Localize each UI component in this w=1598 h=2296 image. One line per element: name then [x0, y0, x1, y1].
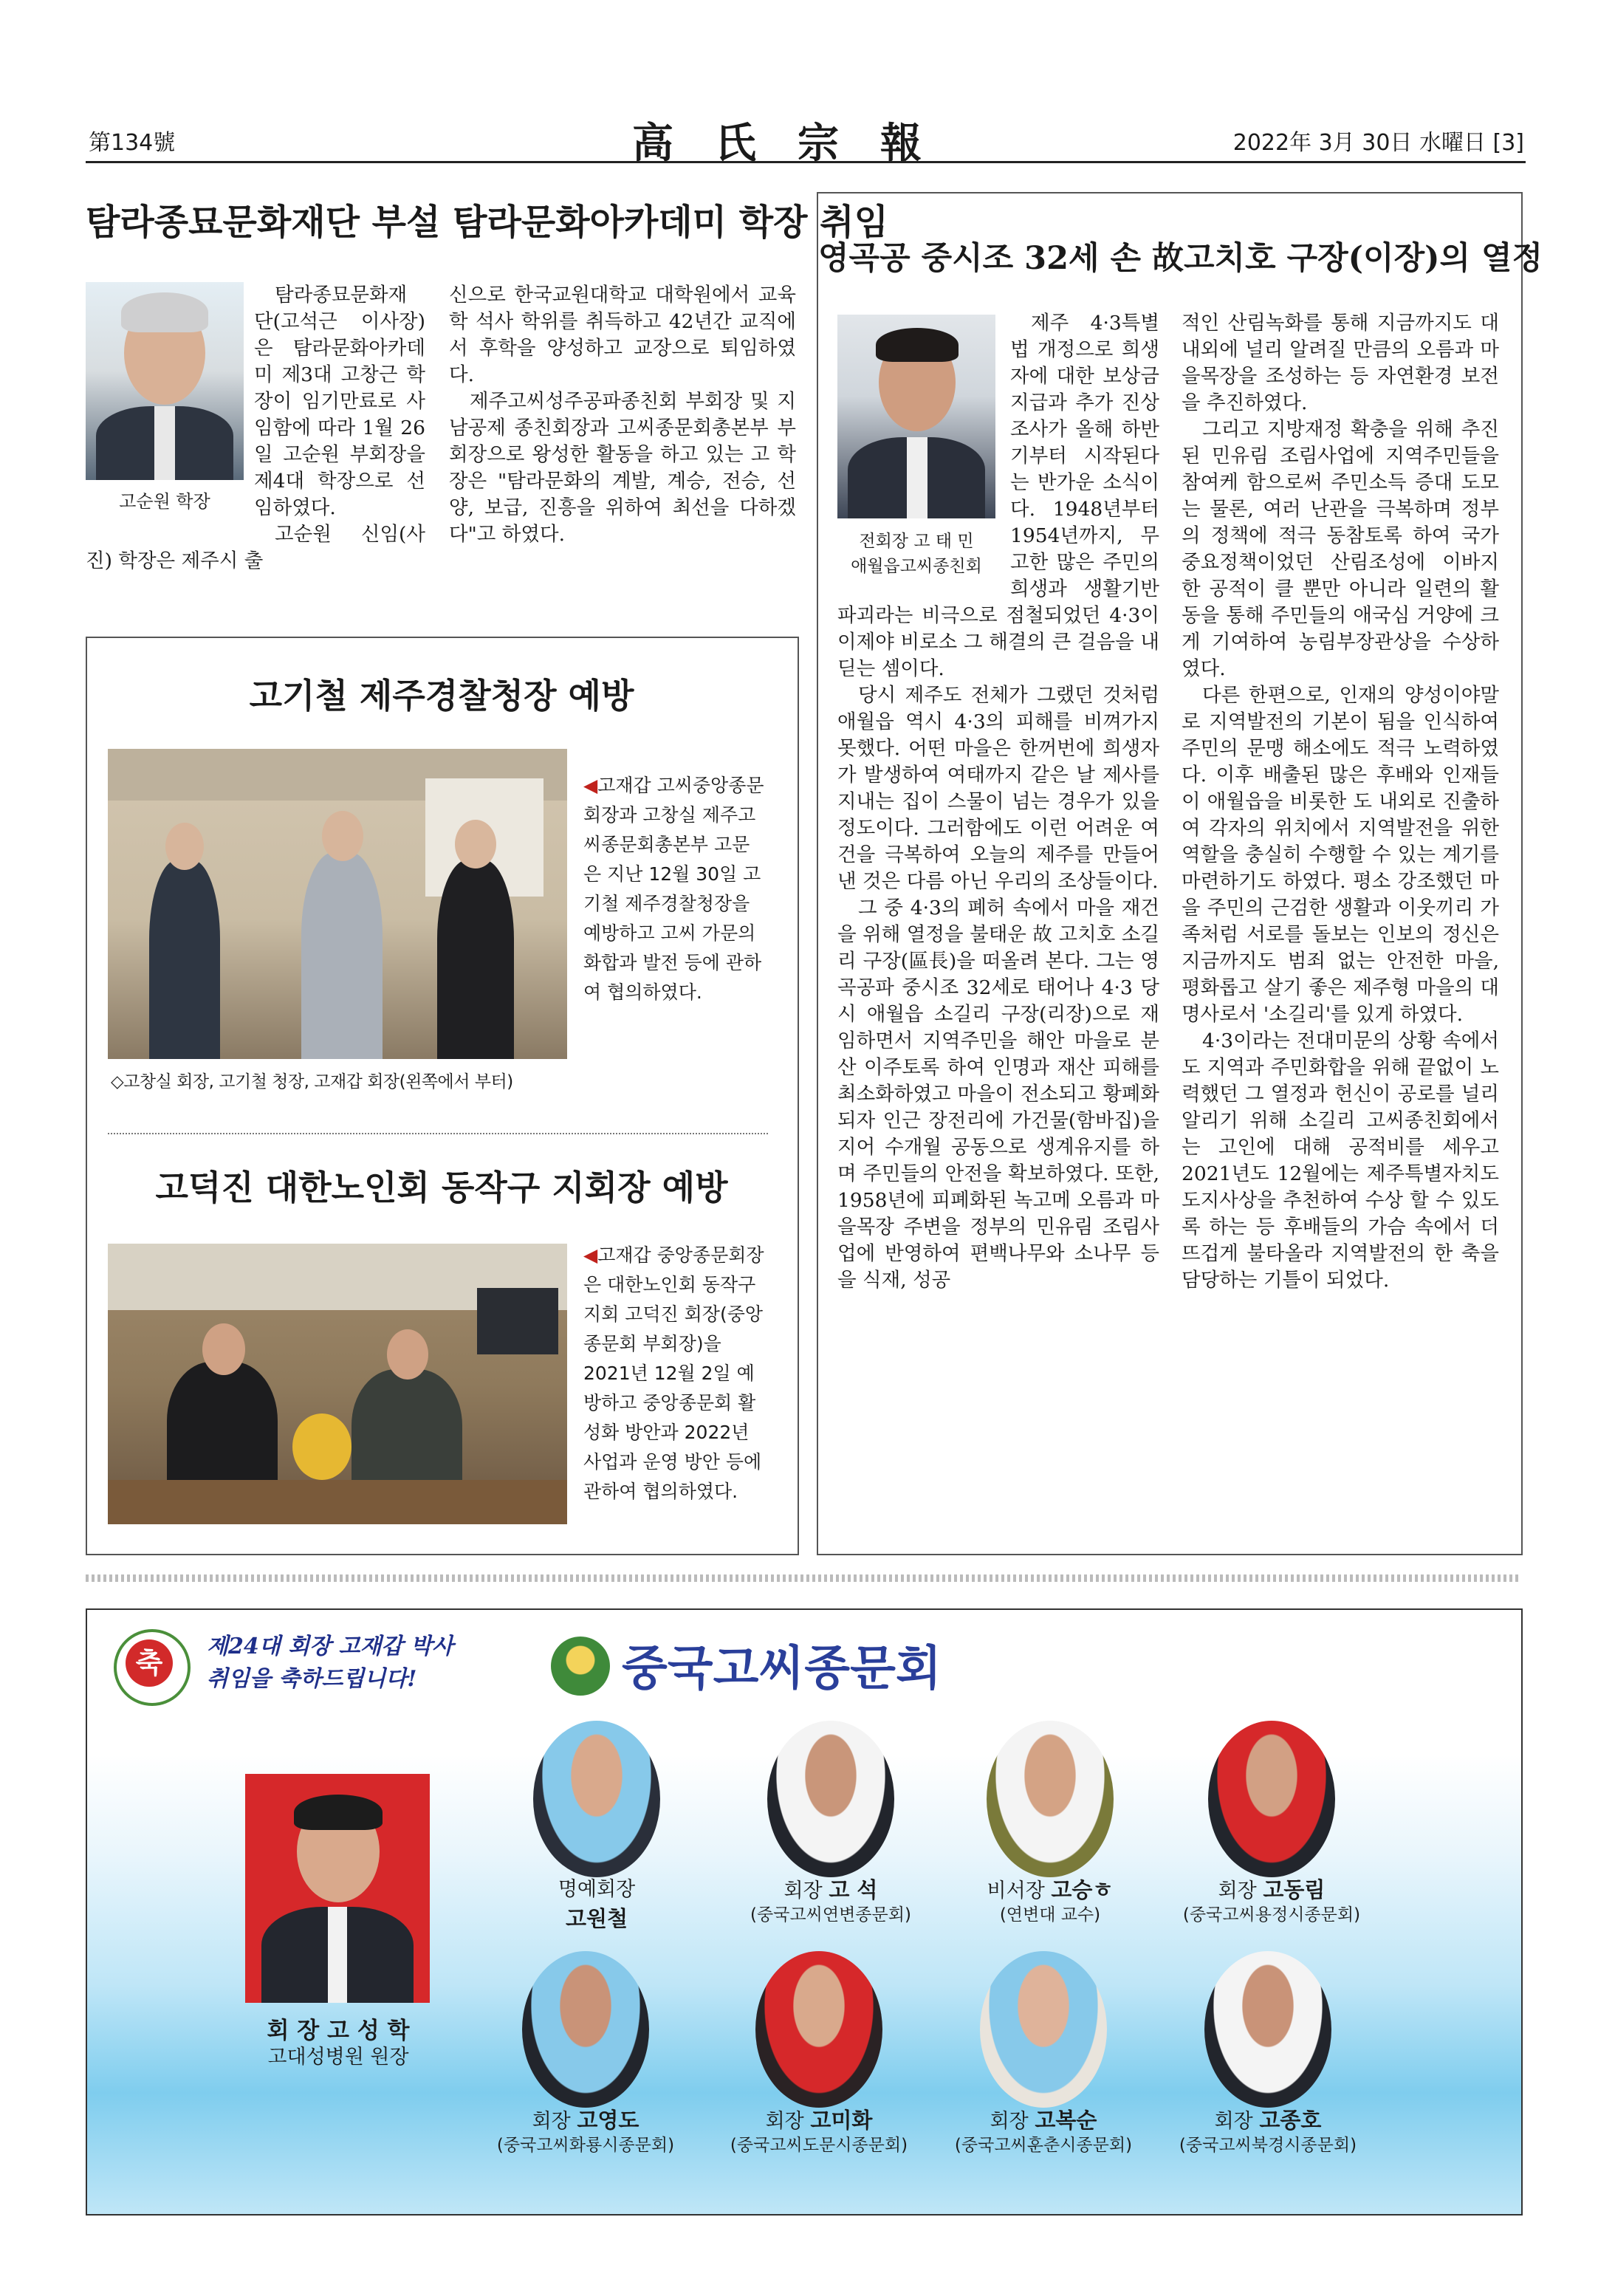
congrats-line1: 제24대 회장 고재갑 박사 — [207, 1634, 453, 1659]
dotted-divider — [108, 1133, 768, 1134]
header-rule — [86, 161, 1526, 163]
person-card — [1153, 1721, 1390, 1926]
clan-logo-icon — [551, 1637, 610, 1696]
badge: 축 — [126, 1639, 173, 1687]
photo-float-space — [837, 310, 1010, 603]
article1-column-1 — [86, 282, 425, 575]
article1-headline: 탐라종묘문화재단 부설 탐라문화아카데미 학장 취임 — [86, 202, 888, 243]
paragraph: 신으로 한국교원대학교 대학원에서 교육학 석사 학위를 취득하고 42년간 교직에서 후학을 양성하고 교장으로 퇴임하였다. — [449, 284, 796, 386]
paragraph: 적인 산림녹화를 통해 지금까지도 대내외에 널리 알려질 만큼의 오름과 마을목장을 조성하는 등 자연환경 보전을 추진하였다. — [1182, 312, 1499, 414]
person-photo — [1208, 1721, 1335, 1877]
person-name: 고영도 — [577, 2108, 639, 2133]
person-card — [961, 1721, 1139, 1926]
paragraph: 당시 제주도 전체가 그랬던 것처럼 애월읍 역시 4·3의 피해를 비껴가지 못했다. 어떤 마을은 한꺼번에 희생자가 발생하여 여태까지 같은 날 제사를 지내는 집이 스물이 넘는 경우가 있을 정도이다. 그러함에도 이런 어려운 여건을 극복하여 오늘의 제주를 만들어 낸 것은 다름 아닌 우리의 조상들이다. — [837, 684, 1159, 893]
person-card — [704, 1951, 933, 2156]
person-org: (중국고씨용정시종문회) — [1182, 1905, 1361, 1925]
person-role: 회장 — [1218, 1879, 1257, 1902]
person-card — [471, 1951, 700, 2156]
article3-photo — [108, 1244, 567, 1524]
article1-column-2 — [449, 282, 796, 548]
person-name: 고미화 — [810, 2108, 873, 2133]
person-role: 회장 — [765, 2110, 804, 2133]
person-photo — [1204, 1951, 1331, 2108]
ad-separator — [86, 1574, 1520, 1582]
article4-column-1 — [837, 310, 1159, 1294]
article4-caption-line1: 전회장 고 태 민 — [859, 532, 974, 551]
person-role: 회장 — [1214, 2110, 1253, 2133]
person-photo — [980, 1951, 1107, 2108]
article2-side-caption — [583, 771, 767, 1007]
person-org: (연변대 교수) — [999, 1905, 1101, 1925]
article3-headline: 고덕진 대한노인회 동작구 지회장 예방 — [155, 1168, 728, 1207]
main-person-name: 회 장 고 성 학 — [267, 2018, 410, 2044]
ad-org-name: 중국고씨종문회 — [622, 1642, 942, 1696]
person-card — [929, 1951, 1158, 2156]
person-photo — [767, 1721, 894, 1877]
person-name: 고원철 — [565, 1906, 628, 1931]
person-card — [724, 1721, 938, 1926]
main-person-org: 고대성병원 원장 — [267, 2046, 409, 2069]
issue-date: 2022年 3月 30日 水曜日 [3] — [1232, 130, 1524, 156]
paragraph: 제주고씨성주공파종친회 부회장 및 지남공제 종친회장과 고씨종문회총본부 부회장으로 왕성한 활동을 하고 있는 고 학장은 "탐라문화의 계발, 계승, 전승, 선양, 보급, 진흥을 위하여 최선을 다하겠다"고 하였다. — [449, 390, 796, 546]
person-photo — [987, 1721, 1114, 1877]
person-org: (중국고씨북경시종문회) — [1179, 2136, 1357, 2155]
person-name: 고종호 — [1259, 2108, 1322, 2133]
person-photo — [755, 1951, 882, 2108]
photo-float-space — [86, 282, 254, 532]
paragraph: 고순원 신임(사진) 학장은 제주시 출 — [86, 523, 425, 572]
article2-side-caption-text: 고재갑 고씨중앙종문회장과 고창실 제주고씨종문회총본부 고문은 지난 12월 30일 고기철 제주경찰청장을 예방하고 고씨 가문의 화합과 발전 등에 관하여 협의하였다. — [583, 775, 764, 1003]
person-org: (중국고씨연변종문회) — [750, 1905, 911, 1925]
article2-headline: 고기철 제주경찰청장 예방 — [249, 676, 634, 716]
person-name: 고동림 — [1263, 1877, 1326, 1902]
congrats-text — [207, 1631, 453, 1696]
article4-headline: 영곡공 중시조 32세 손 故고치호 구장(이장)의 열정 — [818, 240, 1543, 277]
paragraph: 4·3이라는 전대미문의 상황 속에서도 지역과 주민화합을 위해 끝없이 노력했던 그 열정과 헌신이 공로를 널리 알리기 위해 소길리 고씨종친회에서는 고인에 대해 공적비를 세우고 2021년도 12월에는 제주특별자치도 도지사상을 추천하여 수상 할 수 있도록 하는 등 후배들의 가슴 속에서 더 뜨겁게 불타올라 지역발전의 한 축을 담당하는 기틀이 되었다. — [1182, 1029, 1499, 1292]
article2-photo-caption: ◇고창실 회장, 고기철 청장, 고재갑 회장(왼쪽에서 부터) — [111, 1072, 513, 1092]
person-name: 고복순 — [1035, 2108, 1097, 2133]
masthead: 高氏宗報 — [632, 119, 963, 168]
paragraph: 탐라종묘문화재단(고석근 이사장)은 탐라문화아카데미 제3대 고창근 학장이 임기만료로 사임함에 따라 1월 26일 고순원 부회장을 제4대 학장으로 선임하였다. — [254, 284, 425, 519]
person-card — [501, 1721, 693, 1933]
article4-caption-line2: 애월읍고씨종친회 — [851, 557, 982, 576]
paragraph: 그 중 4·3의 폐허 속에서 마을 재건을 위해 열정을 불태운 故 고치호 소길리 구장(區長)을 떠올려 본다. 그는 영곡공파 중시조 32세로 태어나 4·3 당시 애월읍 소길리 구장(리장)으로 재임하면서 지역주민을 해안 마을로 분산 이주토록 하여 인명과 재산 피해를 최소화하였고 마을이 전소되고 황폐화 되자 인근 장전리에 가건물(함바집)을 지어 수개월 공동으로 생계유지를 하며 주민들의 안전을 확보하였다. 또한, 1958년에 피폐화된 녹고메 오름과 마을목장 주변을 정부의 민유림 조림사업에 반영하여 편백나무와 소나무 등을 식재, 성공 — [837, 897, 1159, 1292]
person-card — [1153, 1951, 1382, 2156]
person-role: 회장 — [783, 1879, 823, 1902]
article2-photo — [108, 749, 567, 1059]
main-person-photo — [245, 1774, 430, 2003]
paragraph: 그리고 지방재정 확충을 위해 추진된 민유림 조림사업에 지역주민들을 참여케 함으로써 주민소득 증대 도모는 물론, 여러 난관을 극복하며 정부의 정책에 적극 동참토록 하여 국가 중요정책이었던 산림조성에 이바지 한 공적이 클 뿐만 아니라 일련의 활동을 통해 주민들의 애국심 거양에 크게 기여하여 농림부장관상을 수상하였다. — [1182, 418, 1499, 680]
person-role: 명예회장 — [558, 1878, 636, 1901]
congratulation-ad — [86, 1608, 1523, 2216]
article4-column-2 — [1182, 310, 1499, 1294]
person-role: 비서장 — [987, 1879, 1045, 1902]
triangle-left-icon: ◀ — [583, 775, 598, 796]
paragraph: 다른 한편으로, 인재의 양성이야말로 지역발전의 기본이 됨을 인식하여 주민의 문맹 해소에도 적극 노력하였다. 이후 배출된 많은 후배와 인재들이 애월읍을 비롯한 도 내외로 진출하여 각자의 위치에서 지역발전을 위한 역할을 충실히 수행할 수 있는 계기를 마련하기도 하였다. 평소 강조했던 마을 주민의 근검한 생활과 이웃끼리 가족처럼 서로를 돌보는 인보의 정신은 지금까지도 범죄 없는 안전한 마을, 평화롭고 살기 좋은 제주형 마을의 대명사로서 '소길리'를 있게 하였다. — [1182, 684, 1499, 1026]
person-org: (중국고씨화룡시종문회) — [496, 2136, 675, 2155]
person-photo — [533, 1721, 660, 1877]
article1-photo-caption: 고순원 학장 — [119, 491, 210, 512]
article3-side-caption-text: 고재갑 중앙종문회장은 대한노인회 동작구지회 고덕진 회장(중앙종문회 부회장)을 2021년 12월 2일 예방하고 중앙종문회 활성화 방안과 2022년 사업과 운영 방안 등에 관하여 협의하였다. — [583, 1244, 764, 1502]
person-role: 회장 — [990, 2110, 1029, 2133]
person-org: (중국고씨훈춘시종문회) — [954, 2136, 1133, 2155]
paragraph: 제주 4·3특별법 개정으로 희생자에 대한 보상금 지급과 추가 진상조사가 올해 하반기부터 시작된다는 반가운 소식이다. 1948년부터 1954년까지, 무고한 많은 주민의 희생과 생활기반 파괴라는 비극으로 점철되었던 4·3이 이제야 비로소 그 해결의 큰 걸음을 내딛는 셈이다. — [837, 312, 1159, 680]
person-name: 고승ㅎ — [1051, 1877, 1114, 1902]
person-photo — [522, 1951, 649, 2108]
triangle-left-icon: ◀ — [583, 1244, 598, 1266]
person-org: (중국고씨도문시종문회) — [730, 2136, 908, 2155]
article3-side-caption — [583, 1241, 767, 1507]
person-name: 고 석 — [829, 1877, 878, 1902]
issue-number: 第134號 — [89, 130, 176, 156]
person-role: 회장 — [532, 2110, 571, 2133]
congrats-line2: 취임을 축하드립니다! — [207, 1666, 417, 1692]
